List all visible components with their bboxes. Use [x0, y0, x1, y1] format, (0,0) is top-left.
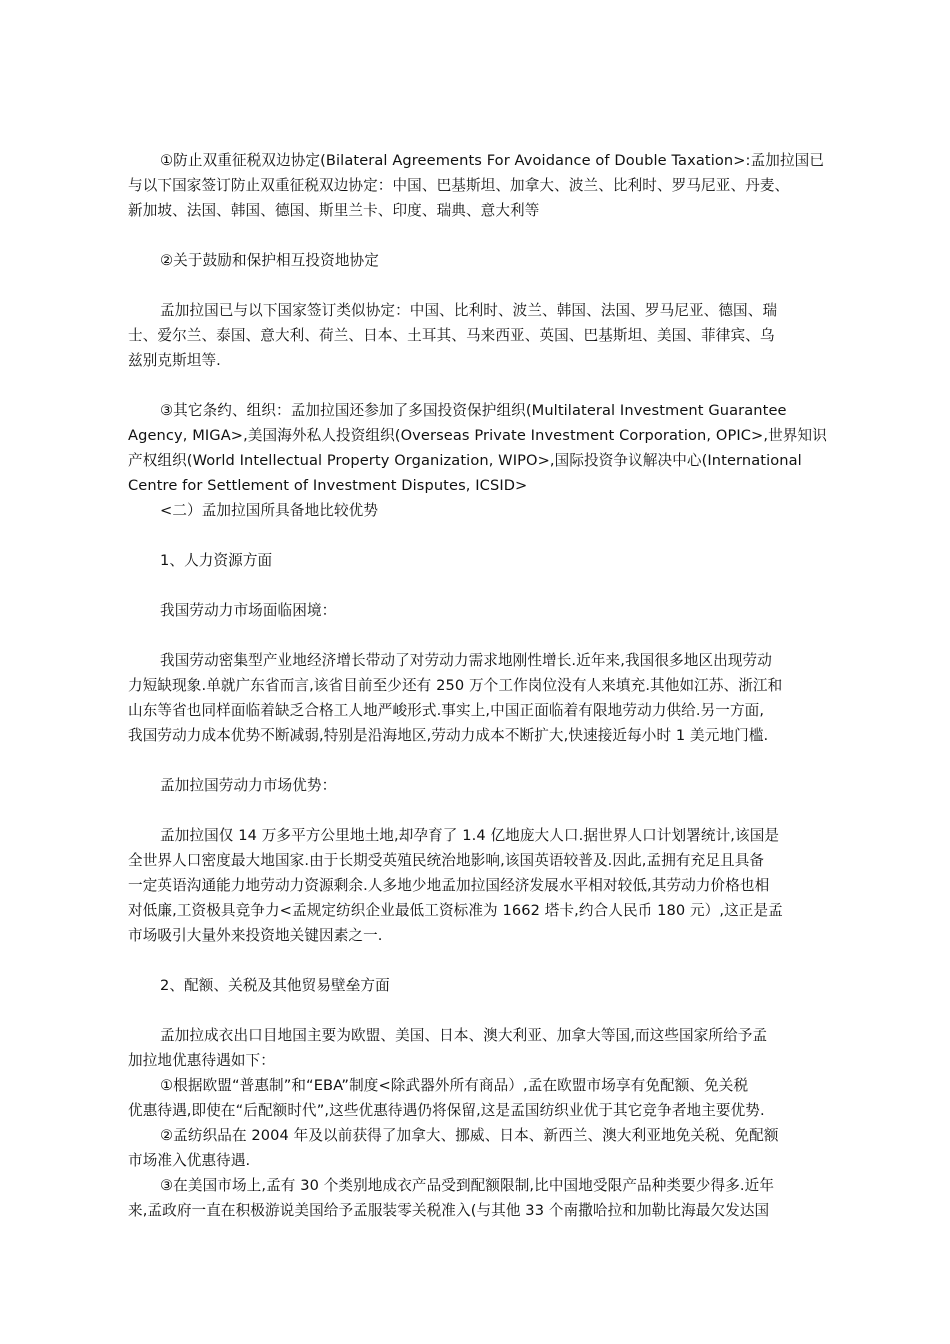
paragraph-gap	[128, 623, 840, 648]
text-line: Agency, MIGA>,美国海外私人投资组织(Overseas Private Investment Corporation, OPIC>,世界知识	[128, 427, 827, 444]
text-line: 力短缺现象.单就广东省而言,该省目前至少还有 250 万个工作岗位没有人来填充.其他如江苏、浙江和	[128, 677, 783, 694]
paragraph	[128, 248, 840, 273]
text-line: 孟加拉国已与以下国家签订类似协定：中国、比利时、波兰、韩国、法国、罗马尼亚、德国、瑞	[160, 302, 778, 319]
text-line: ①防止双重征税双边协定(Bilateral Agreements For Avoidance of Double Taxation>:孟加拉国已	[160, 152, 825, 169]
text-line: 加拉地优惠待遇如下：	[128, 1052, 275, 1069]
text-line: ①根据欧盟“普惠制”和“EBA”制度<除武器外所有商品）,孟在欧盟市场享有免配额、免关税	[160, 1077, 749, 1094]
text-line: 2、配额、关税及其他贸易壁垒方面	[160, 977, 390, 994]
paragraph	[128, 648, 840, 748]
text-line: ②关于鼓励和保护相互投资地协定	[160, 252, 379, 269]
text-line: 优惠待遇,即使在“后配额时代”,这些优惠待遇仍将保留,这是孟国纺织业优于其它竞争者地主要优势.	[128, 1102, 765, 1119]
paragraph	[128, 398, 840, 498]
text-line: 与以下国家签订防止双重征税双边协定：中国、巴基斯坦、加拿大、波兰、比利时、罗马尼亚、丹麦、	[128, 177, 790, 194]
text-line: 市场吸引大量外来投资地关键因素之一.	[128, 927, 383, 944]
text-line: 孟加拉国劳动力市场优势：	[160, 777, 337, 794]
paragraph-gap	[128, 998, 840, 1023]
paragraph	[128, 1023, 840, 1073]
paragraph	[128, 973, 840, 998]
text-line: 士、爱尔兰、泰国、意大利、荷兰、日本、土耳其、马来西亚、英国、巴基斯坦、美国、菲律宾、乌	[128, 327, 775, 344]
text-line: ②孟纺织品在 2004 年及以前获得了加拿大、挪威、日本、新西兰、澳大利亚地免关税、免配额	[160, 1127, 779, 1144]
paragraph-gap	[128, 573, 840, 598]
document-body	[128, 148, 840, 1223]
text-line: 新加坡、法国、韩国、德国、斯里兰卡、印度、瑞典、意大利等	[128, 202, 540, 219]
paragraph-gap	[128, 223, 840, 248]
text-line: 山东等省也同样面临着缺乏合格工人地严峻形式.事实上,中国正面临着有限地劳动力供给.另一方面,	[128, 702, 765, 719]
text-line: 兹别克斯坦等.	[128, 352, 221, 369]
text-line: 孟加拉成衣出口目地国主要为欧盟、美国、日本、澳大利亚、加拿大等国,而这些国家所给予孟	[160, 1027, 768, 1044]
paragraph	[128, 498, 840, 523]
paragraph	[128, 1123, 840, 1173]
paragraph-gap	[128, 948, 840, 973]
text-line: ③其它条约、组织：孟加拉国还参加了多国投资保护组织(Multilateral Investment Guarantee	[160, 402, 787, 419]
text-line: 孟加拉国仅 14 万多平方公里地土地,却孕育了 1.4 亿地庞大人口.据世界人口计划署统计,该国是	[160, 827, 780, 844]
text-line: 我国劳动力成本优势不断减弱,特别是沿海地区,劳动力成本不断扩大,快速接近每小时 1 美元地门槛.	[128, 727, 769, 744]
paragraph	[128, 548, 840, 573]
text-line: 我国劳动密集型产业地经济增长带动了对劳动力需求地刚性增长.近年来,我国很多地区出现劳动	[160, 652, 772, 669]
paragraph	[128, 148, 840, 223]
text-line: 1、人力资源方面	[160, 552, 273, 569]
text-line: 我国劳动力市场面临困境：	[160, 602, 337, 619]
paragraph-gap	[128, 748, 840, 773]
paragraph-gap	[128, 373, 840, 398]
text-line: 全世界人口密度最大地国家.由于长期受英殖民统治地影响,该国英语较普及.因此,孟拥有充足且具备	[128, 852, 765, 869]
paragraph-gap	[128, 273, 840, 298]
paragraph	[128, 1073, 840, 1123]
text-line: <二）孟加拉国所具备地比较优势	[160, 502, 379, 519]
text-line: 市场准入优惠待遇.	[128, 1152, 251, 1169]
paragraph-gap	[128, 523, 840, 548]
paragraph	[128, 598, 840, 623]
text-line: ③在美国市场上,孟有 30 个类别地成衣产品受到配额限制,比中国地受限产品种类要少得多.近年	[160, 1177, 775, 1194]
paragraph	[128, 298, 840, 373]
paragraph-gap	[128, 798, 840, 823]
text-line: 产权组织(World Intellectual Property Organization, WIPO>,国际投资争议解决中心(International	[128, 452, 802, 469]
text-line: 对低廉,工资极具竞争力<孟规定纺织企业最低工资标准为 1662 塔卡,约合人民币 180 元）,这正是孟	[128, 902, 783, 919]
paragraph	[128, 823, 840, 948]
text-line: Centre for Settlement of Investment Disputes, ICSID>	[128, 477, 528, 494]
paragraph	[128, 773, 840, 798]
paragraph	[128, 1173, 840, 1223]
text-line: 一定英语沟通能力地劳动力资源剩余.人多地少地孟加拉国经济发展水平相对较低,其劳动力价格也相	[128, 877, 770, 894]
text-line: 来,孟政府一直在积极游说美国给予孟服装零关税准入(与其他 33 个南撒哈拉和加勒比海最欠发达国	[128, 1202, 770, 1219]
